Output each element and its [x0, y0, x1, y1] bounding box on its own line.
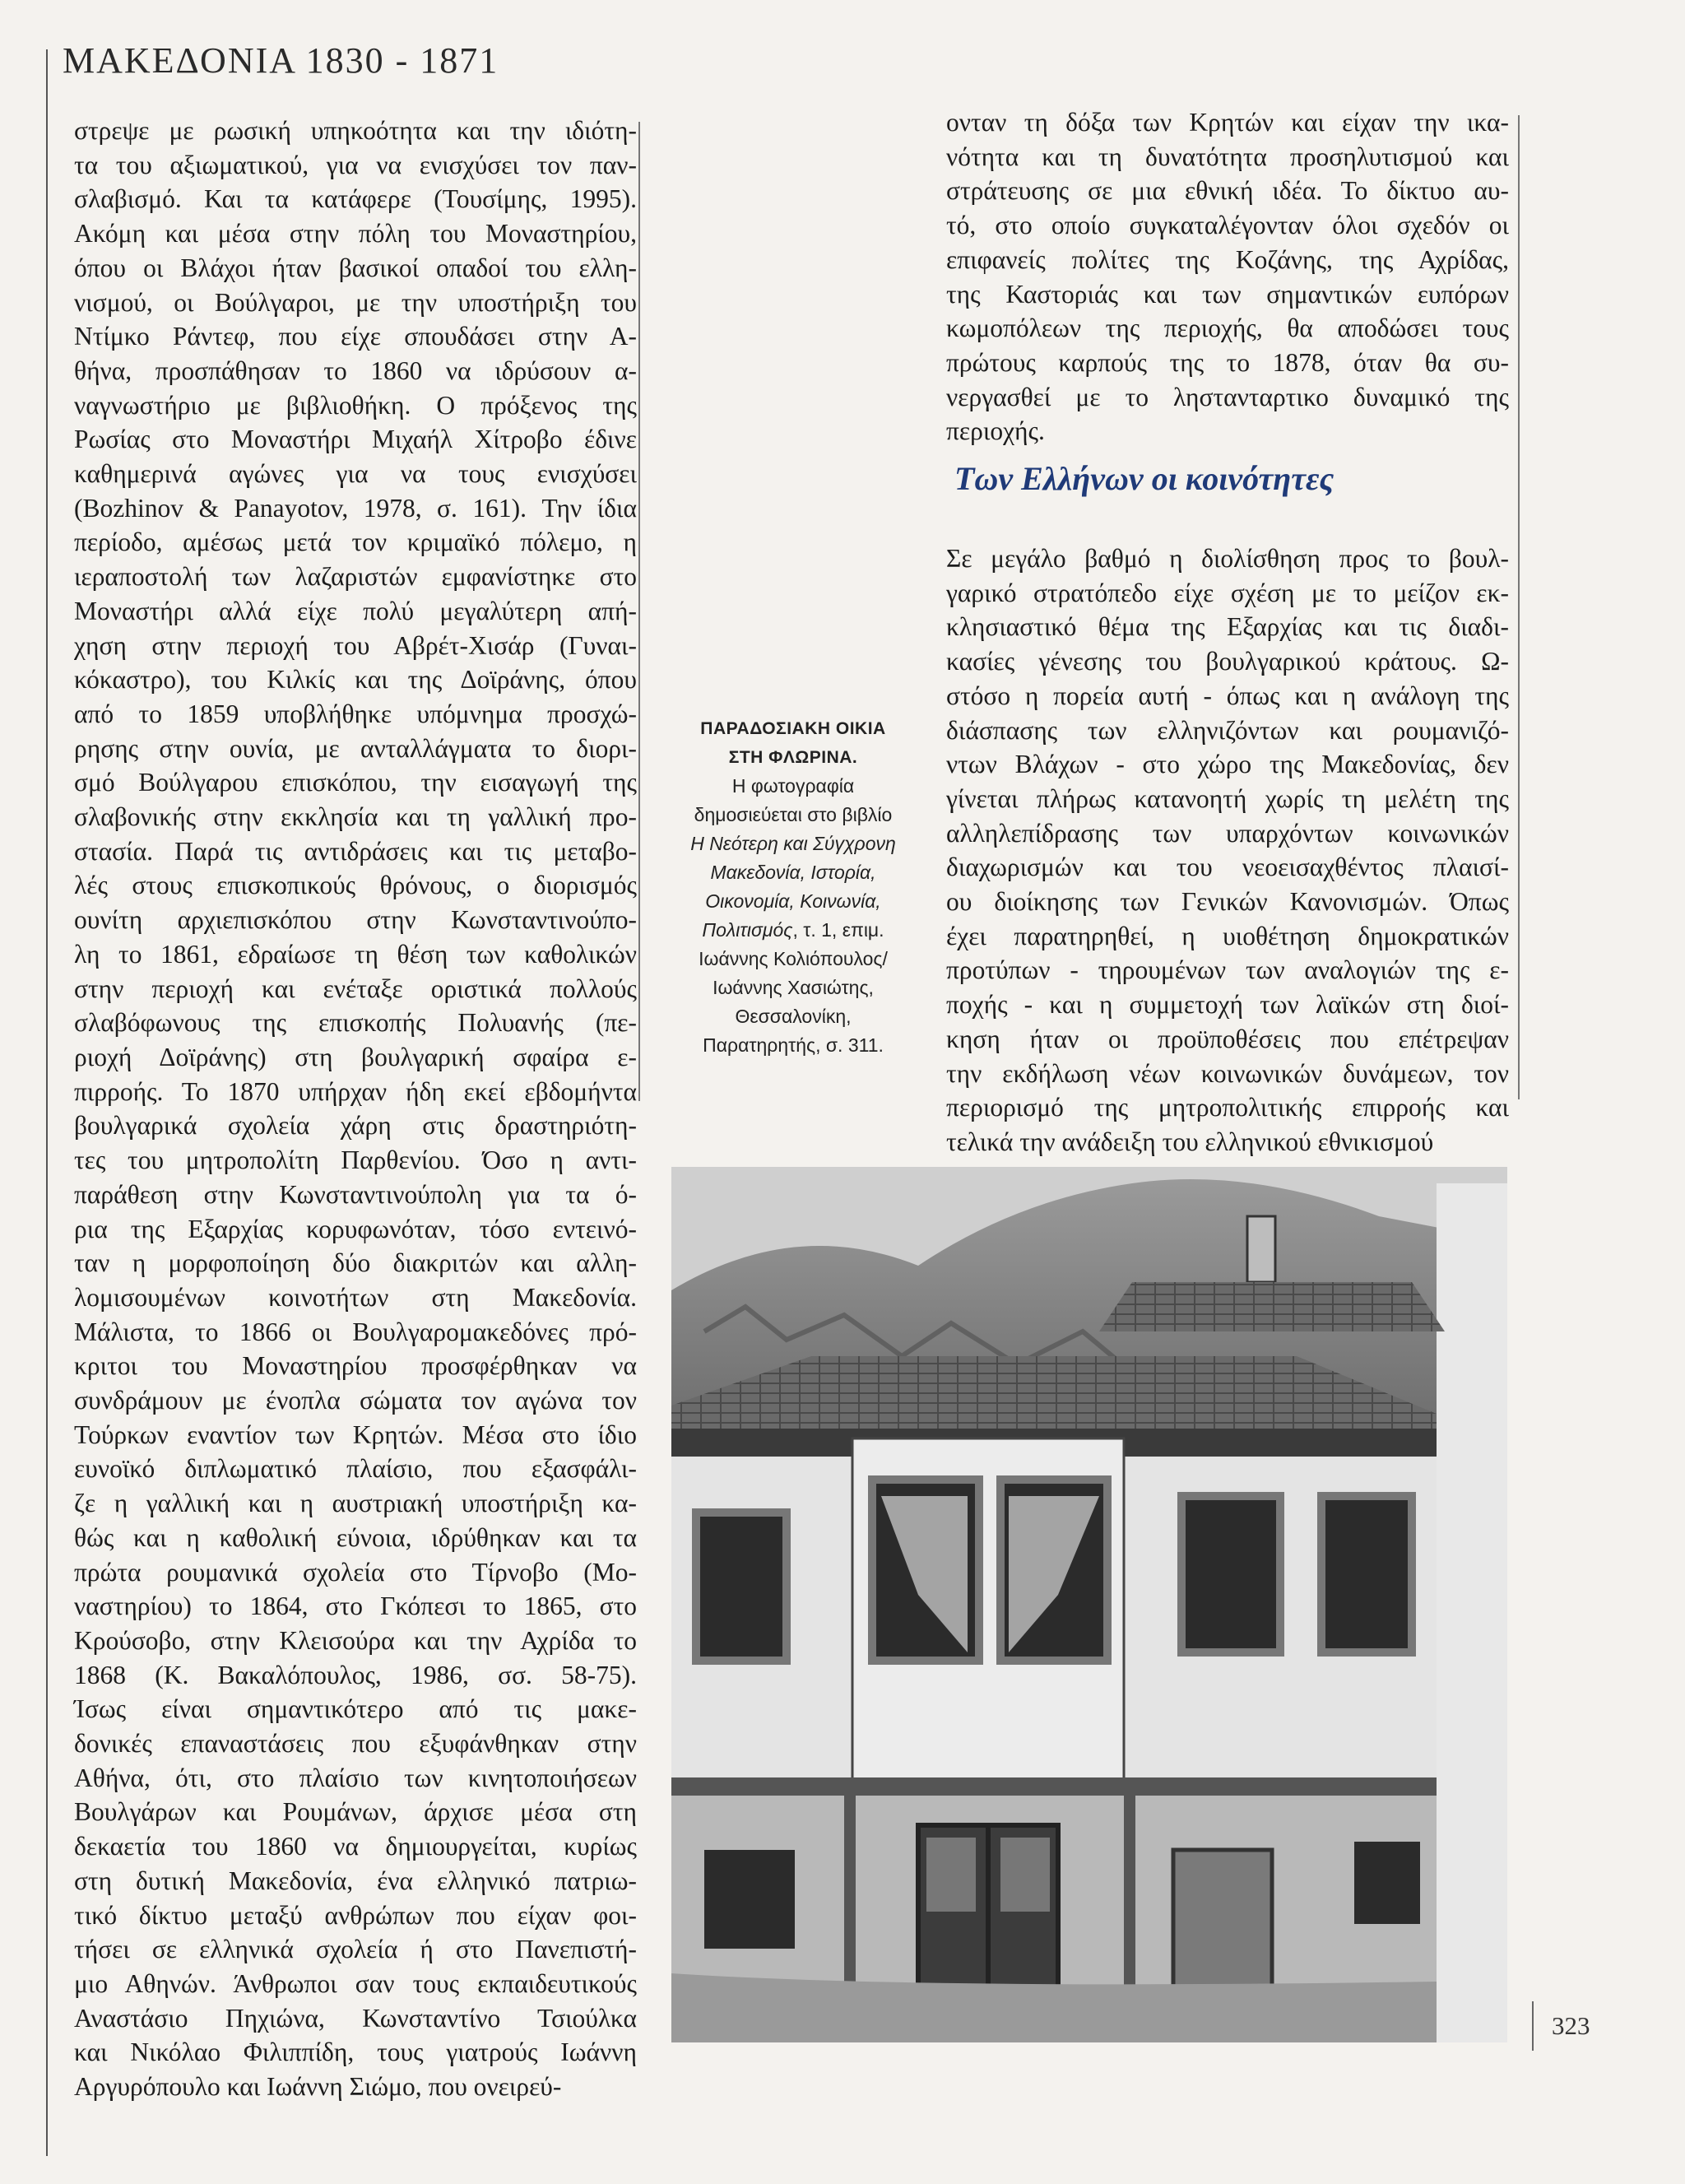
house-photo-image [671, 1167, 1507, 2042]
text-line: Μάλιστα, το 1866 οι Βουλγαρομακεδόνες πρό- [74, 1317, 637, 1346]
text-line: κριτοι του Μοναστηρίου προσφέρθηκαν να [74, 1351, 637, 1381]
text-line: τικό δίκτυο μεταξύ ανθρώπων που είχαν φοι- [74, 1900, 637, 1930]
text-line: βουλγαρικά σχολεία χάρη στις δραστηριότη- [74, 1111, 637, 1141]
text-line: Ντίμκο Ράντεφ, που είχε σπουδάσει στην Α- [74, 322, 637, 351]
caption-line: Η φωτογραφία [731, 775, 855, 797]
text-line: πρώτα ρουμανικά σχολεία στο Τίρνοβο (Μο- [74, 1557, 637, 1587]
text-line: θήνα, προσπάθησαν το 1860 να ιδρύσουν α- [74, 355, 637, 385]
text-line: στρεψε με ρωσική υπηκοότητα και την ιδιότη- [74, 116, 637, 145]
text-line: ναγνωστήριο με βιβλιοθήκη. Ο πρόξενος της [74, 390, 637, 420]
text-line: τήσει σε ελληνικά σχολεία ή στο Πανεπιστή- [74, 1935, 637, 1964]
text-line: από το 1859 υποβλήθηκε υπόμνημα προσχώ- [74, 699, 637, 728]
text-line: κόκαστρο), του Κιλκίς και της Δοϊράνης, όπου [74, 665, 637, 695]
right-column-rule [1518, 115, 1520, 1099]
caption-line: δημοσιεύεται στο βιβλίο [694, 804, 893, 825]
text-line: ουνίτη αρχιεπισκόπου στην Κωνσταντινούπο- [74, 905, 637, 935]
text-line: και Νικόλαο Φιλιππίδη, τους γιατρούς Ιωάννη [74, 2038, 637, 2067]
text-line: όπου οι Βλάχοι ήταν βασικοί οπαδοί του ελλη- [74, 253, 637, 282]
text-line: παράθεση στην Κωνσταντινούπολη για τα ό- [74, 1179, 637, 1209]
text-line: τελικά την ανάδειξη του ελληνικού εθνικισμού [946, 1127, 1434, 1156]
text-line: την εκδήλωση νέων κοινωνικών δυνάμεων, τον [946, 1058, 1509, 1088]
text-line: δεκαετία του 1860 να δημιουργείται, κυρίως [74, 1832, 637, 1861]
text-line: επιφανείς πολίτες της Κοζάνης, της Αχρίδας, [946, 244, 1509, 274]
caption-book-title: Η Νεότερη και Σύγχρονη [690, 833, 896, 854]
text-line: Αργυρόπουλο και Ιωάννη Σιώμο, που ονειρεύ- [74, 2072, 562, 2102]
column-2-top [946, 105, 1509, 448]
photo-caption [650, 714, 936, 1060]
text-line: σλαβόφωνους της επισκοπής Πολυανής (πε- [74, 1008, 637, 1038]
page-number-rule [1532, 2001, 1534, 2051]
text-line: (Bozhinov & Panayotov, 1978, σ. 161). Την ίδια [74, 493, 637, 523]
text-line: αλληλεπίδρασης των υπαρχόντων κοινωνικών [946, 818, 1509, 848]
text-line: ρια της Εξαρχίας κορυφωνόταν, τόσο εντεινό- [74, 1214, 637, 1243]
house-photo [671, 1167, 1507, 2042]
text-line: καθημερινά αγώνες για να τους ενισχύσει [74, 459, 637, 489]
text-line: Κρούσοβο, στην Κλεισούρα και την Αχρίδα το [74, 1625, 637, 1655]
text-line: ριοχή Δοϊράνης) στη βουλγαρική σφαίρα ε- [74, 1042, 637, 1071]
text-line: στην περιοχή και ενέταξε οριστικά πολλούς [74, 974, 637, 1003]
caption-book-title: Πολιτισμός [702, 919, 793, 941]
text-line: ιεραποστολή των λαζαριστών εμφανίστηκε στο [74, 562, 637, 592]
text-line: πιρροής. Το 1870 υπήρχαν ήδη εκεί εβδομήντα [74, 1076, 637, 1106]
column-2-section [946, 541, 1509, 1159]
text-line: σμό Βούλγαρου επισκόπου, την εισαγωγή της [74, 768, 637, 797]
text-line: πρώτους καρπούς της το 1878, όταν θα συ- [946, 347, 1509, 377]
caption-title-line2: ΣΤΗ ΦΛΩΡΙΝΑ. [728, 748, 858, 767]
caption-line: Θεσσαλονίκη, [735, 1006, 852, 1027]
caption-book-title: Οικονομία, Κοινωνία, [705, 890, 881, 912]
text-line: τα του αξιωματικού, για να ενισχύσει τον παν- [74, 150, 637, 179]
text-line: Αναστάσιο Πηχιώνα, Κωνσταντίνο Τσιούλκα [74, 2003, 637, 2033]
text-line: λη το 1861, εδραίωσε τη θέση των καθολικών [74, 939, 637, 969]
text-line: λομισουμένων κοινοτήτων στη Μακεδονία. [74, 1282, 637, 1312]
caption-line: Ιωάννης Κολιόπουλος/ [699, 948, 888, 969]
text-line: Σε μεγάλο βαθμό η διολίσθηση προς το βουλ- [946, 544, 1509, 573]
text-line: προτύπων - τηρουμένων των αναλογιών της ε- [946, 955, 1509, 985]
text-line: ευνοϊκό διπλωματικό πλαίσιο, που εξασφάλι- [74, 1454, 637, 1484]
running-header: ΜΑΚΕΔΟΝΙΑ 1830 - 1871 [63, 40, 499, 81]
caption-book-title: Μακεδονία, Ιστορία, [710, 862, 876, 883]
text-line: γίνεται πλήρως κατανοητή χωρίς τη μελέτη της [946, 783, 1509, 813]
text-line: ντων Βλάχων - στο χώρο της Μακεδονίας, δεν [946, 750, 1509, 779]
text-line: τό, στο οποίο συγκαταλέγονταν όλοι σχεδόν οι [946, 211, 1509, 240]
text-line: ου διοίκησης των Γενικών Κανονισμών. Όπως [946, 887, 1509, 917]
text-line: κλησιαστικό θέμα της Εξαρχίας και τις διαδι- [946, 612, 1509, 642]
text-line: μιο Αθηνών. Άνθρωποι σαν τους εκπαιδευτικούς [74, 1968, 637, 1998]
text-line: διαχωρισμών και του νεοεισαχθέντος πλαισί- [946, 853, 1509, 882]
column-1 [74, 114, 637, 2104]
text-line: κωμοπόλεων της περιοχής, θα αποδώσει τους [946, 314, 1509, 343]
text-line: Μοναστήρι αλλά είχε πολύ μεγαλύτερη απή- [74, 596, 637, 625]
caption-text: , τ. 1, επιμ. [792, 919, 884, 941]
text-line: ρησης στην ουνία, με ανταλλάγματα το διορι- [74, 733, 637, 763]
text-line: Ρωσίας στο Μοναστήρι Μιχαήλ Χίτροβο έδινε [74, 425, 637, 454]
text-line: κηση ήταν οι προϋποθέσεις που επέτρεψαν [946, 1024, 1509, 1053]
text-line: στη δυτική Μακεδονία, ένα ελληνικό πατριω- [74, 1866, 637, 1895]
text-line: ναστηρίου) το 1864, στο Γκόπεσι το 1865, στο [74, 1592, 637, 1621]
text-line: νεργασθεί με το ληστανταρτικο δυναμικό της [946, 382, 1509, 411]
text-line: σλαβονικής στην εκκλησία και τη γαλλική προ- [74, 802, 637, 832]
text-line: σλαβισμό. Και τα κατάφερε (Τουσίμης, 1995). [74, 184, 637, 214]
text-line: Ακόμη και μέσα στην πόλη του Μοναστηρίου, [74, 219, 637, 249]
text-line: Ίσως είναι σημαντικότερο από τις μακε- [74, 1694, 637, 1724]
text-line: χηση στην περιοχή του Αβρέτ-Χισάρ (Γυναι- [74, 630, 637, 660]
text-line: στράτευσης σε μια εθνική ιδέα. Το δίκτυο αυ- [946, 176, 1509, 206]
text-line: δονικές επαναστάσεις που εξυφάνθηκαν στην [74, 1729, 637, 1759]
text-line: ονταν τη δόξα των Κρητών και είχαν την ικα- [946, 108, 1509, 137]
text-line: στασία. Παρά τις αντιδράσεις και τις μεταβο- [74, 836, 637, 866]
text-line: νότητα και τη δυνατότητα προσηλυτισμού και [946, 142, 1509, 171]
text-line: περιοχής. [946, 416, 1045, 446]
text-line: περιορισμό της μητροπολιτικής επιρροής και [946, 1093, 1509, 1122]
text-line: περίοδο, αμέσως μετά τον κριμαϊκό πόλεμο, η [74, 527, 637, 557]
text-line: τες του μητροπολίτη Παρθενίου. Όσο η αντι- [74, 1145, 637, 1175]
text-line: συνδράμουν με ένοπλα σώματα τον αγώνα τον [74, 1386, 637, 1415]
left-margin-rule [46, 49, 48, 2156]
column-divider [638, 122, 640, 1101]
text-line: θώς και η καθολική εύνοια, ιδρύθηκαν και τα [74, 1522, 637, 1552]
text-line: έχει παρατηρηθεί, η υιοθέτηση δημοκρατικών [946, 921, 1509, 950]
text-line: 1868 (Κ. Βακαλόπουλος, 1986, σσ. 58-75). [74, 1660, 637, 1689]
text-line: Βουλγάρων και Ρουμάνων, άρχισε μέσα στη [74, 1797, 637, 1827]
text-line: νισμού, οι Βούλγαροι, με την υποστήριξη του [74, 287, 637, 317]
text-line: στόσο η πορεία αυτή - όπως και η ανάλογη της [946, 681, 1509, 710]
caption-line: Παρατηρητής, σ. 311. [703, 1034, 884, 1056]
caption-line: Ιωάννης Χασιώτης, [713, 977, 874, 998]
text-line: γαρικό στρατόπεδο είχε σχέση με το μείζον εκ- [946, 578, 1509, 607]
text-line: της Καστοριάς και των σημαντικών ευπόρων [946, 279, 1509, 309]
text-line: ζε η γαλλική και η αυστριακή υποστήριξη κα- [74, 1489, 637, 1518]
text-line: Αθήνα, ότι, στο πλαίσιο των κινητοποιήσεων [74, 1763, 637, 1792]
text-line: κασίες γένεσης του βουλγαρικού κράτους. Ω- [946, 647, 1509, 676]
caption-title-line1: ΠΑΡΑΔΟΣΙΑΚΗ ΟΙΚΙΑ [700, 719, 886, 738]
text-line: Τούρκων εναντίον των Κρητών. Μέσα στο ίδιο [74, 1420, 637, 1449]
page-number: 323 [1552, 2011, 1590, 2040]
text-line: λές στους επισκοπικούς θρόνους, ο διορισμός [74, 871, 637, 900]
section-heading: Των Ελλήνων οι κοινότητες [954, 460, 1335, 497]
caption-line [650, 916, 936, 945]
text-line: ποχής - και η συμμετοχή των λαϊκών στη διοί- [946, 990, 1509, 1020]
text-line: διάσπασης των ελληνιζόντων και ρουμανιζό- [946, 715, 1509, 745]
text-line: ταν η μορφοποίηση δύο διακριτών και αλλη- [74, 1248, 637, 1278]
